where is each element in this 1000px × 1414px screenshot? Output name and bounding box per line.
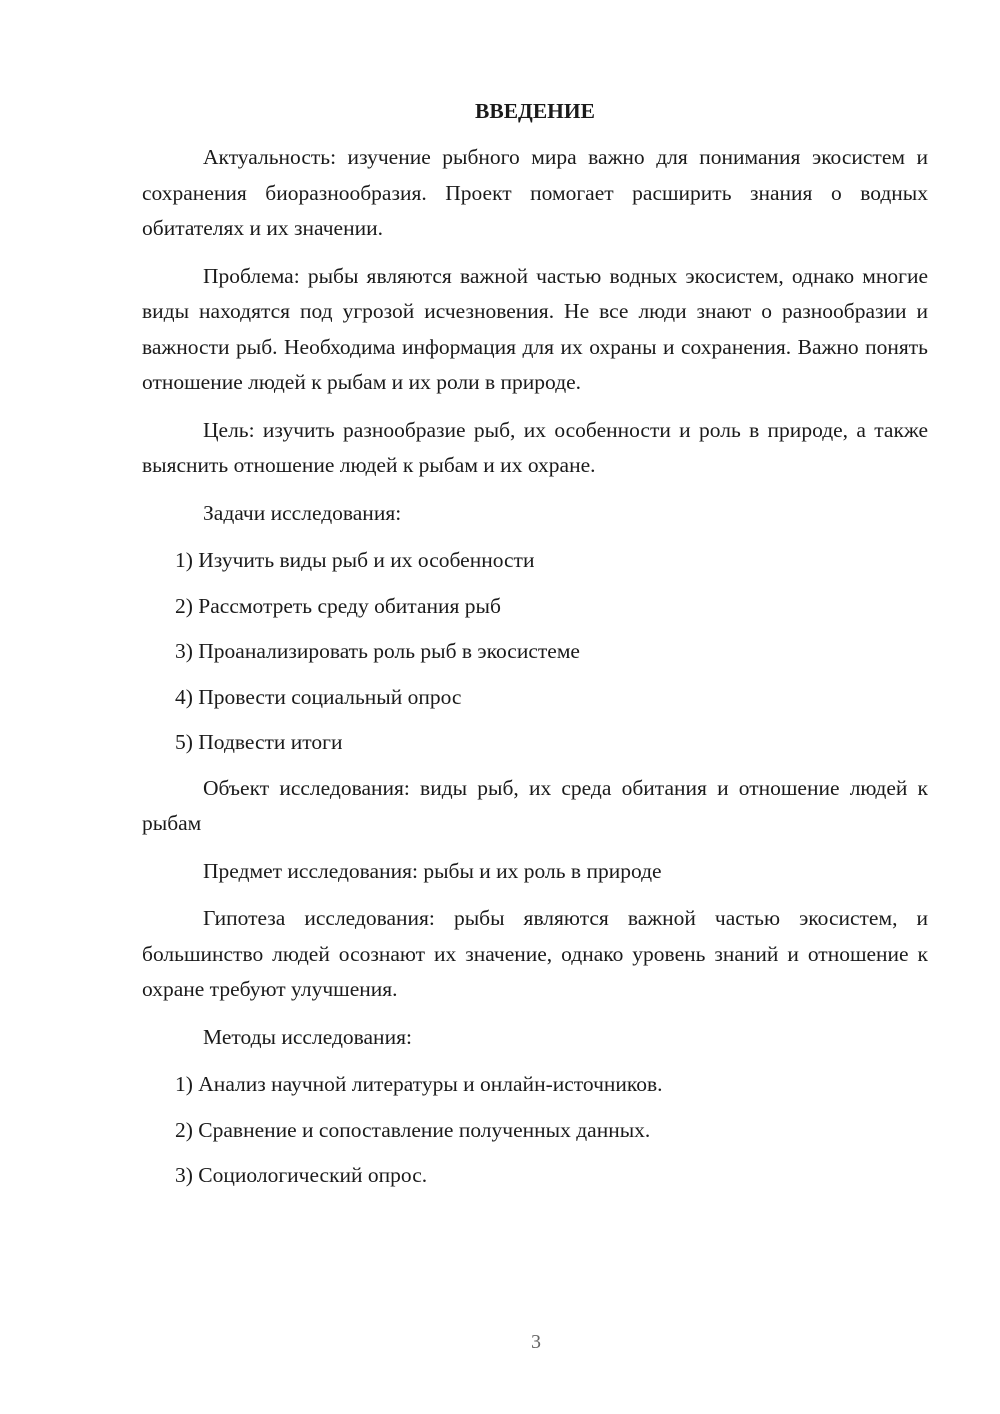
object-paragraph: Объект исследования: виды рыб, их среда обитания и отношение людей к рыбам — [142, 775, 928, 835]
goal-paragraph: Цель: изучить разнообразие рыб, их особенности и роль в природе, а также выяснить отношение людей к рыбам и их охране. — [142, 417, 928, 477]
method-item: 1) Анализ научной литературы и онлайн-источников. — [175, 1072, 663, 1096]
task-item: 4) Провести социальный опрос — [175, 684, 462, 709]
task-item: 2) Рассмотреть среду обитания рыб — [175, 593, 501, 618]
method-item: 3) Социологический опрос. — [175, 1163, 428, 1187]
task-item: 1) Изучить виды рыб и их особенности — [175, 548, 535, 572]
section-title: ВВЕДЕНИЕ — [475, 99, 595, 123]
problem-paragraph: Проблема: рыбы являются важной частью водных экосистем, однако многие виды находятся под угрозой исчезновения. Не все люди знают о разнообразии и важности рыб. Необходима информация для их охраны и сохранения. Важно понять отношение людей к рыбам и их роли в природе. — [142, 263, 928, 394]
page-content — [142, 94, 928, 1204]
subject-paragraph: Предмет исследования: рыбы и их роль в природе — [203, 858, 662, 883]
methods-heading: Методы исследования: — [203, 1024, 412, 1049]
relevance-paragraph: Актуальность: изучение рыбного мира важно для понимания экосистем и сохранения биоразнообразия. Проект помогает расширить знания о водных обитателях и их значении. — [142, 145, 928, 240]
methods-list — [142, 1067, 928, 1194]
tasks-list — [142, 543, 928, 761]
page-number: 3 — [531, 1331, 541, 1353]
method-item: 2) Сравнение и сопоставление полученных данных. — [175, 1117, 651, 1142]
task-item: 3) Проанализировать роль рыб в экосистеме — [175, 639, 580, 663]
tasks-heading: Задачи исследования: — [203, 500, 402, 525]
hypothesis-paragraph: Гипотеза исследования: рыбы являются важной частью экосистем, и большинство людей осознают их значение, однако уровень знаний и отношение к охране требуют улучшения. — [142, 906, 928, 1001]
task-item: 5) Подвести итоги — [175, 730, 343, 754]
